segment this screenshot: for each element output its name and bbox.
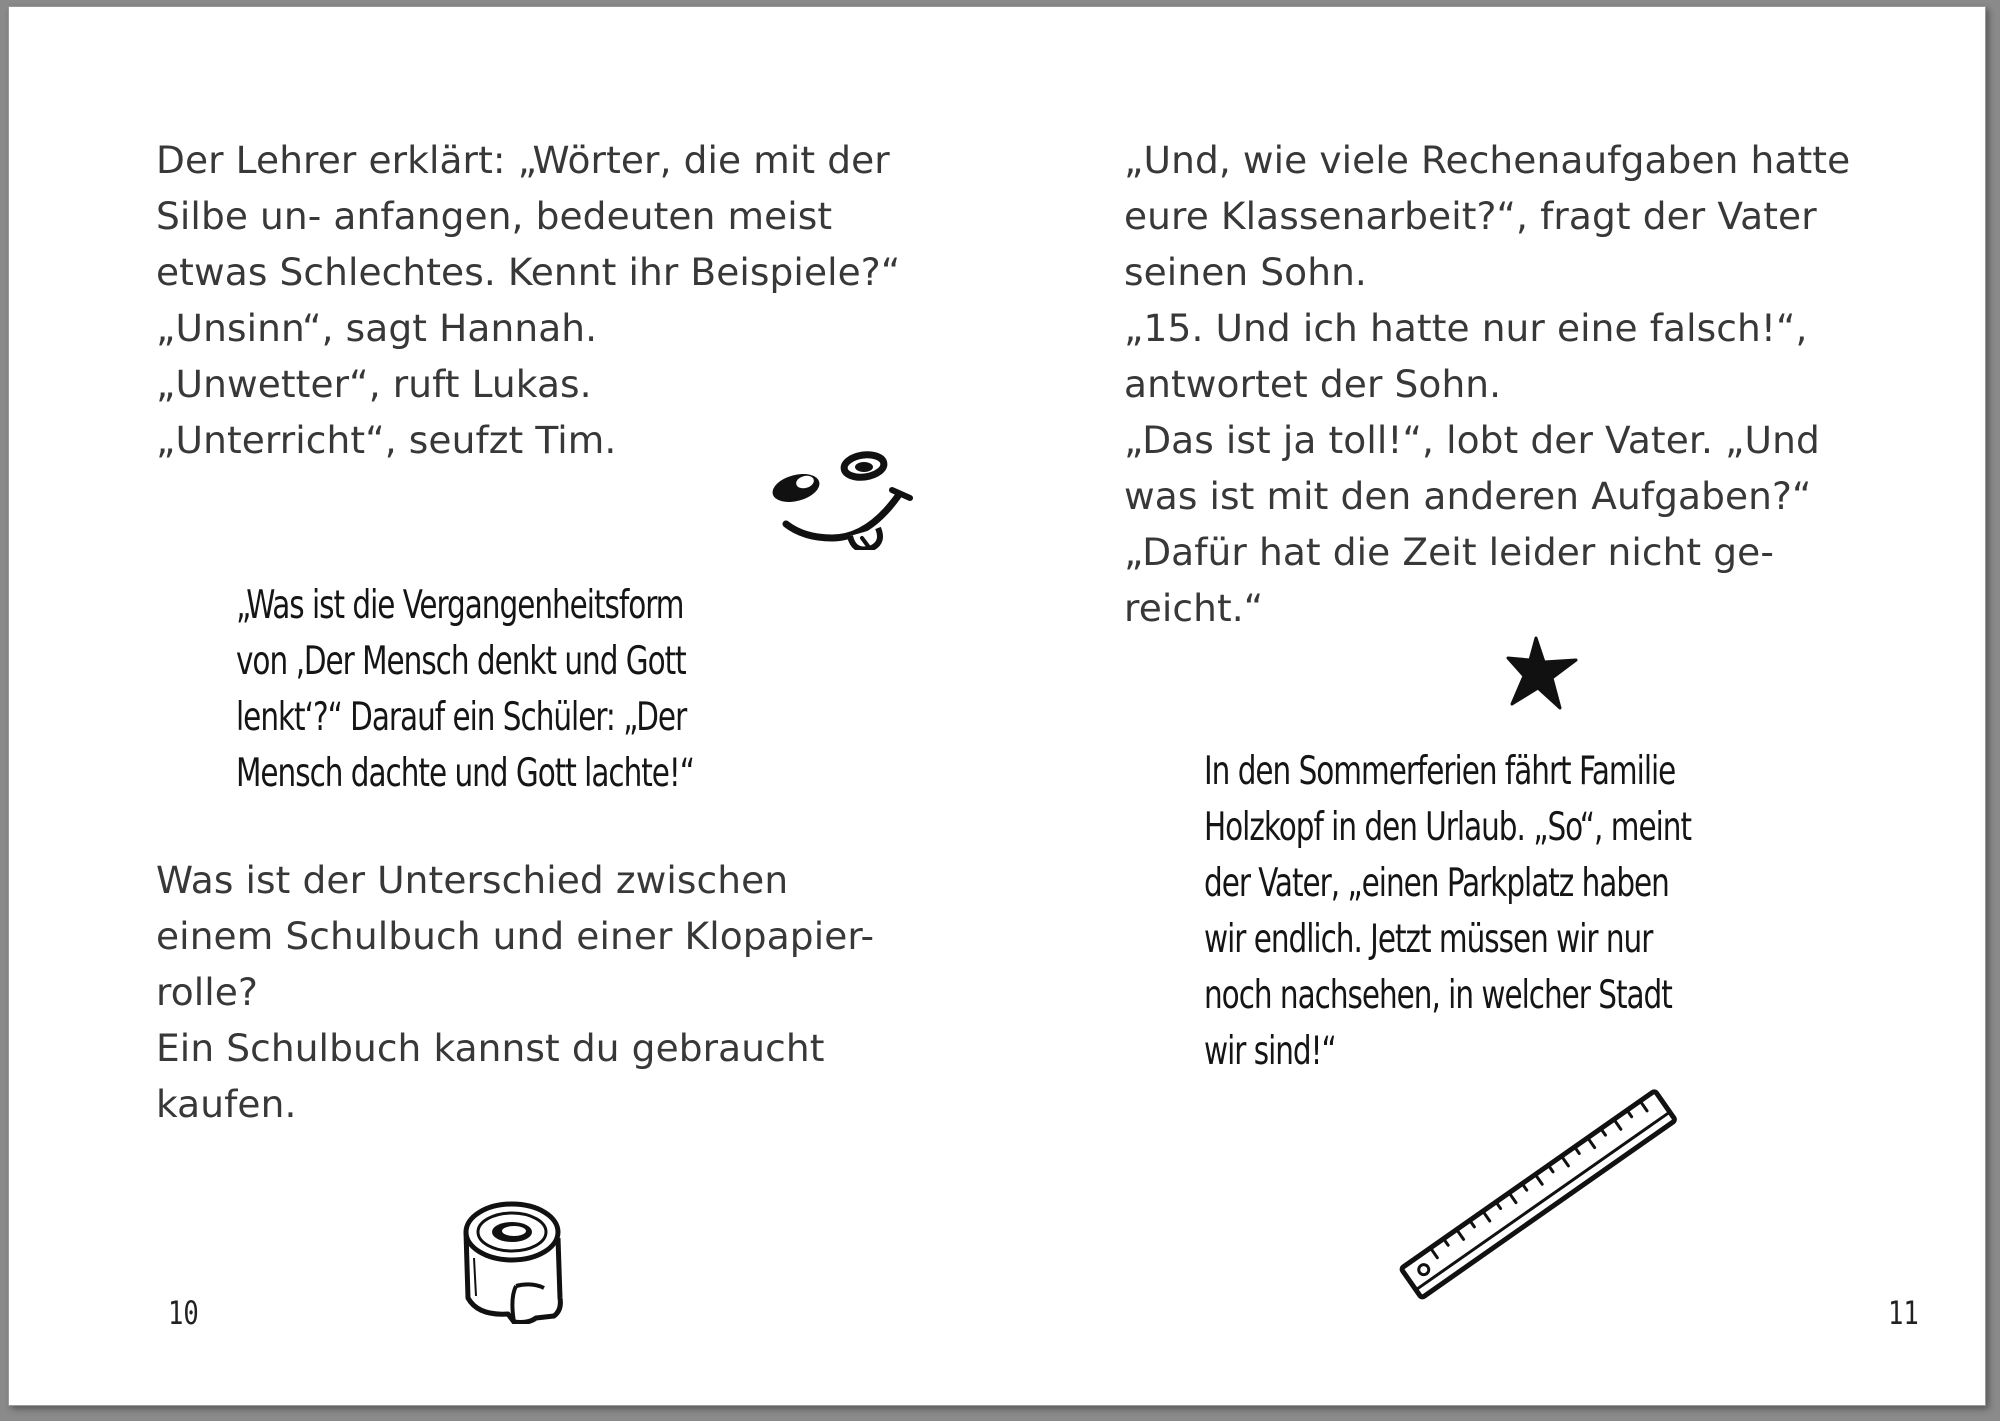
text-line: In den Sommerferien fährt Familie xyxy=(1204,749,1676,794)
text-line: reicht.“ xyxy=(1124,586,1264,630)
text-line: seinen Sohn. xyxy=(1124,250,1367,294)
text-line: lenkt‘?“ Darauf ein Schüler: „Der xyxy=(236,695,687,740)
joke-schoolbook-toilet-paper xyxy=(156,852,874,1132)
text-line: der Vater, „einen Parkplatz haben xyxy=(1204,861,1669,906)
text-line: eure Klassenarbeit?“, fragt der Vater xyxy=(1124,194,1817,238)
star-icon xyxy=(1506,636,1580,712)
text-line: „Unterricht“, seufzt Tim. xyxy=(156,418,617,462)
text-line: wir endlich. Jetzt müssen wir nur xyxy=(1204,917,1653,962)
toilet-paper-roll-icon xyxy=(458,1198,570,1324)
book-spread xyxy=(8,6,1986,1406)
page-number: 10 xyxy=(168,1294,199,1332)
text-line: wir sind!“ xyxy=(1204,1029,1336,1074)
silly-face-icon xyxy=(758,446,918,550)
text-line: „Und, wie viele Rechenaufgaben hatte xyxy=(1124,138,1851,182)
text-line: „Unsinn“, sagt Hannah. xyxy=(156,306,598,350)
joke-past-tense xyxy=(236,578,694,802)
right-page xyxy=(997,6,1986,1406)
text-line: „Das ist ja toll!“, lobt der Vater. „Und xyxy=(1124,418,1820,462)
text-line: noch nachsehen, in welcher Stadt xyxy=(1204,973,1672,1018)
text-line: Holzkopf in den Urlaub. „So“, meint xyxy=(1204,805,1692,850)
text-line: „Dafür hat die Zeit leider nicht ge- xyxy=(1124,530,1774,574)
left-page xyxy=(8,6,997,1406)
text-line: Silbe un- anfangen, bedeuten meist xyxy=(156,194,833,238)
text-line: „Unwetter“, ruft Lukas. xyxy=(156,362,592,406)
page-number: 11 xyxy=(1888,1294,1919,1332)
joke-parking-spot xyxy=(1204,744,1691,1080)
text-line: „Was ist die Vergangenheitsform xyxy=(236,583,684,628)
joke-teacher-un-words xyxy=(156,132,900,468)
text-line: Was ist der Unterschied zwischen xyxy=(156,858,789,902)
ruler-icon xyxy=(1397,1086,1697,1316)
text-line: antwortet der Sohn. xyxy=(1124,362,1502,406)
text-line: „15. Und ich hatte nur eine falsch!“, xyxy=(1124,306,1808,350)
text-line: kaufen. xyxy=(156,1082,297,1126)
text-line: einem Schulbuch und einer Klopapier- xyxy=(156,914,875,958)
text-line: Ein Schulbuch kannst du gebraucht xyxy=(156,1026,825,1070)
text-line: rolle? xyxy=(156,970,258,1014)
text-line: was ist mit den anderen Aufgaben?“ xyxy=(1124,474,1812,518)
text-line: Mensch dachte und Gott lachte!“ xyxy=(236,751,694,796)
joke-math-test xyxy=(1124,132,1850,636)
text-line: etwas Schlechtes. Kennt ihr Beispiele?“ xyxy=(156,250,901,294)
text-line: von ‚Der Mensch denkt und Gott xyxy=(236,639,686,684)
text-line: Der Lehrer erklärt: „Wörter, die mit der xyxy=(156,138,890,182)
